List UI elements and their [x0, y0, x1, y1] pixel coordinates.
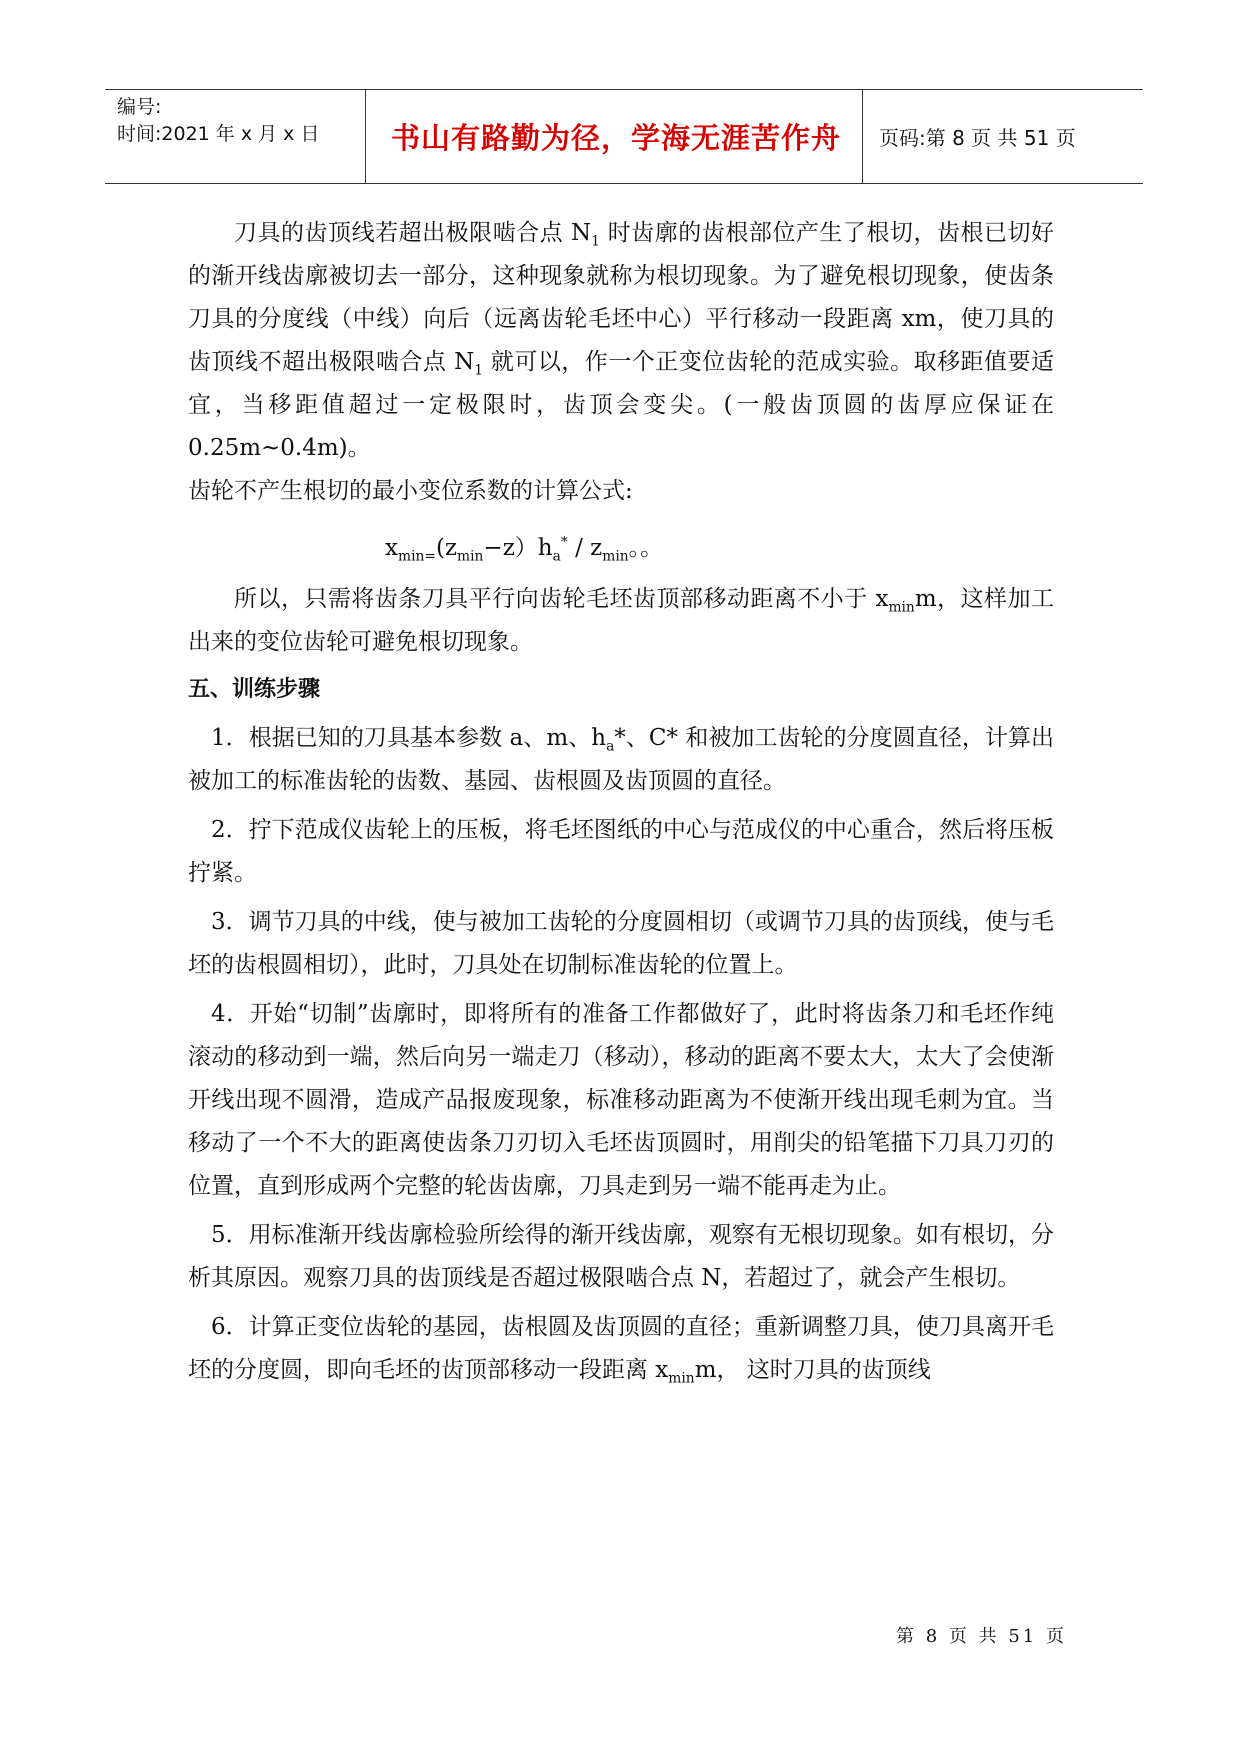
text-span: *、C* 和被加工齿轮的分度圆直径，计算出被加工的标准齿轮的齿数、基园、齿根圆及齿顶圆的直径。 [188, 725, 1054, 794]
document-body [188, 212, 1054, 1392]
text-span: 6．计算正变位齿轮的基园，齿根圆及齿顶圆的直径；重新调整刀具，使刀具离开毛坯的分度圆，即向毛坯的齿顶部移动一段距离 x [188, 1314, 1054, 1383]
paragraph-shift-conclusion [188, 578, 1054, 664]
text-span: 就可以，作一个正变位齿轮的范成实验。取移距值要适宜，当移距值超过一定极限时，齿顶会变尖。(一般齿顶圆的齿厚应保证在 0.25m~0.4m)。 [188, 349, 1055, 461]
header-divider-right [862, 90, 863, 183]
step-4: 4．开始“切制”齿廓时，即将所有的准备工作都做好了，此时将齿条刀和毛坯作纯滚动的移动到一端，然后向另一端走刀（移动），移动的距离不要太大，太大了会使渐开线出现不圆滑，造成产品报废现象，标准移动距离为不使渐开线出现毛刺为宜。当移动了一个不大的距离使齿条刀刃切入毛坯齿顶圆时，用削尖的铅笔描下刀具刀刃的位置，直到形成两个完整的轮齿齿廓，刀具走到另一端不能再走为止。 [188, 1001, 1054, 1199]
subscript: min [668, 1370, 695, 1387]
subscript: min [457, 548, 484, 565]
step-5: 5．用标准渐开线齿廓检验所绘得的渐开线齿廓，观察有无根切现象。如有根切，分析其原因。观察刀具的齿顶线是否超过极限啮合点 N，若超过了，就会产生根切。 [188, 1222, 1054, 1291]
text-span: 1．根据已知的刀具基本参数 a、m、h [211, 725, 607, 751]
subscript: min= [397, 548, 436, 565]
step-3: 3．调节刀具的中线，使与被加工齿轮的分度圆相切（或调节刀具的齿顶线，使与毛坯的齿根圆相切），此时，刀具处在切制标准齿轮的位置上。 [188, 909, 1054, 978]
text-span: m， 这时刀具的齿顶线 [694, 1357, 931, 1383]
formula-part: 。。 [628, 535, 664, 561]
text-span: 所以，只需将齿条刀具平行向齿轮毛坯齿顶部移动距离不小于 x [234, 586, 889, 612]
step-6 [188, 1306, 1054, 1392]
superscript: * [560, 534, 568, 551]
formula-part: x [385, 535, 398, 561]
document-number-label: 编号: [117, 96, 162, 118]
subscript: a [606, 738, 615, 755]
subscript: 1 [474, 362, 484, 379]
header-divider-left [365, 90, 366, 183]
paragraph-undercut [188, 212, 1054, 470]
document-time-label: 时间:2021 年 x 月 x 日 [117, 123, 320, 145]
section-title: 五、训练步骤 [188, 677, 321, 702]
step-1 [188, 717, 1054, 803]
formula-min-shift [188, 527, 1054, 570]
subscript: min [888, 599, 915, 616]
header-page-label: 页码:第 8 页 共 51 页 [879, 126, 1076, 150]
subscript: a [552, 548, 561, 565]
header-motto: 书山有路勤为径，学海无涯苦作舟 [390, 121, 841, 155]
formula-part: / z [567, 535, 603, 561]
paragraph-formula-intro: 齿轮不产生根切的最小变位系数的计算公式: [188, 478, 633, 504]
page-header [105, 89, 1143, 184]
header-meta [117, 94, 367, 148]
formula-part: (z [435, 535, 458, 561]
text-span: 刀具的齿顶线若超出极限啮合点 N [234, 220, 592, 246]
text-span: m，这样加工出来的变位齿轮可避免根切现象。 [188, 586, 1054, 655]
subscript: 1 [591, 233, 600, 250]
page-footer: 第 8 页 共 51 页 [896, 1626, 1067, 1647]
text-span: 时齿廓的齿根部位产生了根切，齿根已切好的渐开线齿廓被切去一部分，这种现象就称为根切现象。为了避免根切现象，使齿条刀具的分度线（中线）向后（远离齿轮毛坯中心）平行移动一段距离 xm，使刀具的齿顶线不超出极限啮合点 N [188, 220, 1055, 375]
subscript: min [602, 548, 629, 565]
formula-part: −z）h [483, 535, 553, 561]
step-2: 2．拧下范成仪齿轮上的压板，将毛坯图纸的中心与范成仪的中心重合，然后将压板拧紧。 [188, 817, 1054, 886]
